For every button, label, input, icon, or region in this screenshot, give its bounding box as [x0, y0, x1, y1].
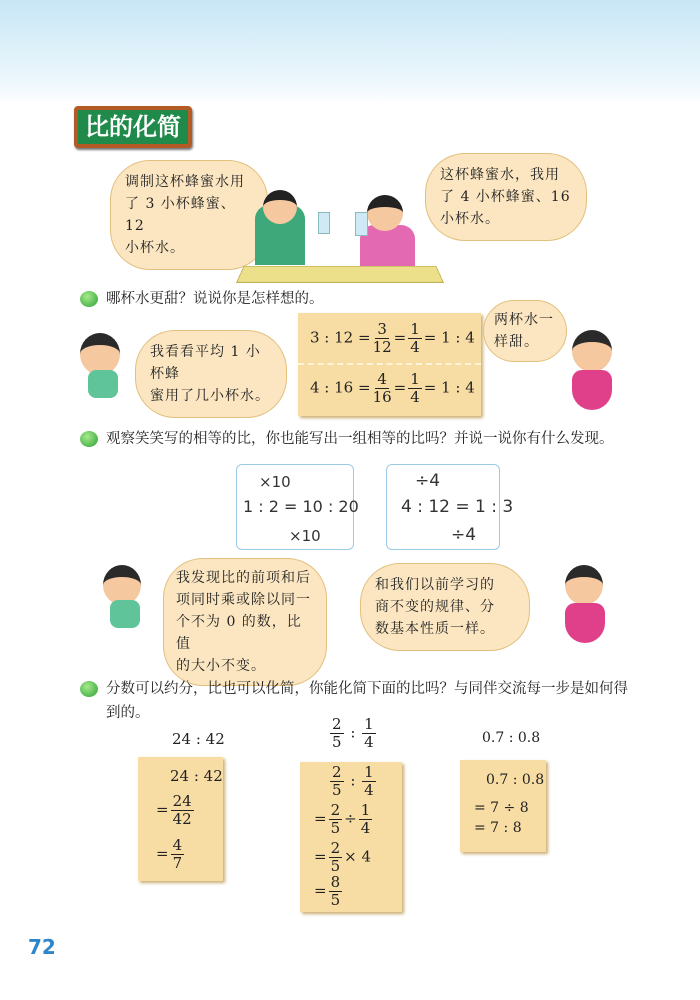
girl-head: [572, 330, 612, 372]
step: = $\frac{8}{5}$: [314, 873, 341, 909]
bubble-line: 的大小不变。: [176, 658, 266, 674]
header-band: [0, 0, 700, 105]
problem-2-header: $\frac{2}{5}$ : $\frac{1}{4}$: [332, 715, 374, 751]
step: = $\frac{4}{7}$: [156, 836, 183, 872]
bubble-line: 和我们以前学习的: [375, 577, 495, 593]
question-2: [80, 427, 640, 451]
bubble-line: 了 3 小杯蜂蜜、12: [125, 196, 236, 234]
bubble-line: 调制这杯蜂蜜水用: [125, 174, 245, 190]
ratio-expression: 4 : 12 = 1 : 3: [401, 497, 514, 517]
bubble-line: 小杯水。: [125, 240, 185, 256]
lesson-title: 比的化简: [74, 106, 192, 148]
bullet-icon: [80, 291, 98, 307]
step: = 7 : 8: [474, 820, 522, 836]
speech-bubble-girl-q2: [360, 563, 530, 651]
ratio-expression: 1 : 2 = 10 : 20: [243, 497, 359, 516]
solution-card-1: [138, 757, 223, 881]
equation-1: 3 : 12 = $\frac{3}{12}$ = $\frac{1}{4}$ = 1 : 4: [310, 320, 475, 356]
boy-head: [103, 565, 141, 605]
problem-1-header: 24 : 42: [172, 730, 225, 748]
step: 0.7 : 0.8: [486, 772, 545, 788]
multiplier-top: ×10: [259, 473, 291, 491]
boy-illustration: [110, 600, 140, 628]
divider: [298, 363, 481, 365]
boy-head: [80, 333, 120, 375]
step: = $\frac{24}{42}$: [156, 792, 192, 828]
bubble-line: 我发现比的前项和后: [176, 570, 311, 586]
solution-card-3: [460, 760, 546, 852]
bubble-line: 了 4 小杯蜂蜜、16: [440, 189, 571, 205]
bubble-line: 这杯蜂蜜水，我用: [440, 167, 560, 183]
speech-bubble-boy-q2: [163, 558, 327, 686]
speech-bubble-girl-intro: [425, 153, 587, 241]
girl-head: [565, 565, 603, 605]
boy-illustration: [88, 370, 118, 398]
bubble-line: 数基本性质一样。: [375, 621, 495, 637]
girl-illustration: [360, 225, 415, 267]
bullet-icon: [80, 431, 98, 447]
bullet-icon: [80, 681, 98, 697]
girl-head: [367, 195, 403, 231]
glass-icon: [318, 212, 330, 234]
ratio-card-1: [236, 464, 359, 550]
step: 24 : 42: [170, 767, 223, 785]
bubble-line: 我看看平均 1 小杯蜂: [150, 344, 261, 382]
step: = $\frac{2}{5}$ × 4: [314, 839, 372, 875]
speech-bubble-boy-intro: [110, 160, 268, 270]
bubble-line: 蜜用了几小杯水。: [150, 388, 270, 404]
eq-text: = 1 : 4: [423, 378, 475, 397]
question-text: 哪杯水更甜？说说你是怎样想的。: [106, 291, 324, 307]
bubble-line: 样甜。: [494, 334, 539, 350]
speech-bubble-boy-q1: [135, 330, 287, 418]
fraction: $\frac{3}{12}$: [372, 320, 392, 356]
eq-text: 4 : 16 =: [310, 378, 371, 397]
glass-icon: [355, 212, 368, 236]
step: = 7 ÷ 8: [474, 800, 529, 816]
equation-note: [298, 313, 481, 416]
fraction: $\frac{1}{4}$: [410, 370, 420, 406]
fraction: $\frac{1}{4}$: [410, 320, 420, 356]
bubble-line: 个不为 0 的数，比值: [176, 614, 302, 652]
page-number: 72: [28, 935, 56, 959]
question-text: 观察笑笑写的相等的比，你也能写出一组相等的比吗？并说一说你有什么发现。: [106, 431, 614, 447]
fraction: $\frac{4}{16}$: [372, 370, 392, 406]
step: = $\frac{2}{5}$ ÷ $\frac{1}{4}$: [314, 801, 371, 837]
question-text: 分数可以约分，比也可以化简，你能化简下面的比吗？与同伴交流每一步是如何得到的。: [106, 681, 628, 721]
problem-3-header: 0.7 : 0.8: [482, 730, 541, 746]
speech-bubble-girl-q1: [483, 300, 567, 362]
divisor-bottom: ÷4: [451, 525, 477, 545]
bubble-line: 两杯水一: [494, 312, 554, 328]
table-illustration: [236, 266, 444, 283]
solution-card-2: [300, 762, 402, 912]
divisor-top: ÷4: [415, 471, 441, 491]
ratio-card-2: [386, 464, 514, 550]
step: $\frac{2}{5}$ : $\frac{1}{4}$: [332, 763, 374, 799]
girl-illustration: [572, 370, 612, 410]
boy-head: [263, 190, 297, 224]
equation-2: 4 : 16 = $\frac{4}{16}$ = $\frac{1}{4}$ = 1 : 4: [310, 370, 475, 406]
eq-text: = 1 : 4: [423, 328, 475, 347]
bubble-line: 商不变的规律、分: [375, 599, 495, 615]
bubble-line: 项同时乘或除以同一: [176, 592, 311, 608]
eq-text: 3 : 12 =: [310, 328, 371, 347]
multiplier-bottom: ×10: [289, 527, 321, 545]
bubble-line: 小杯水。: [440, 211, 500, 227]
girl-illustration: [565, 603, 605, 643]
